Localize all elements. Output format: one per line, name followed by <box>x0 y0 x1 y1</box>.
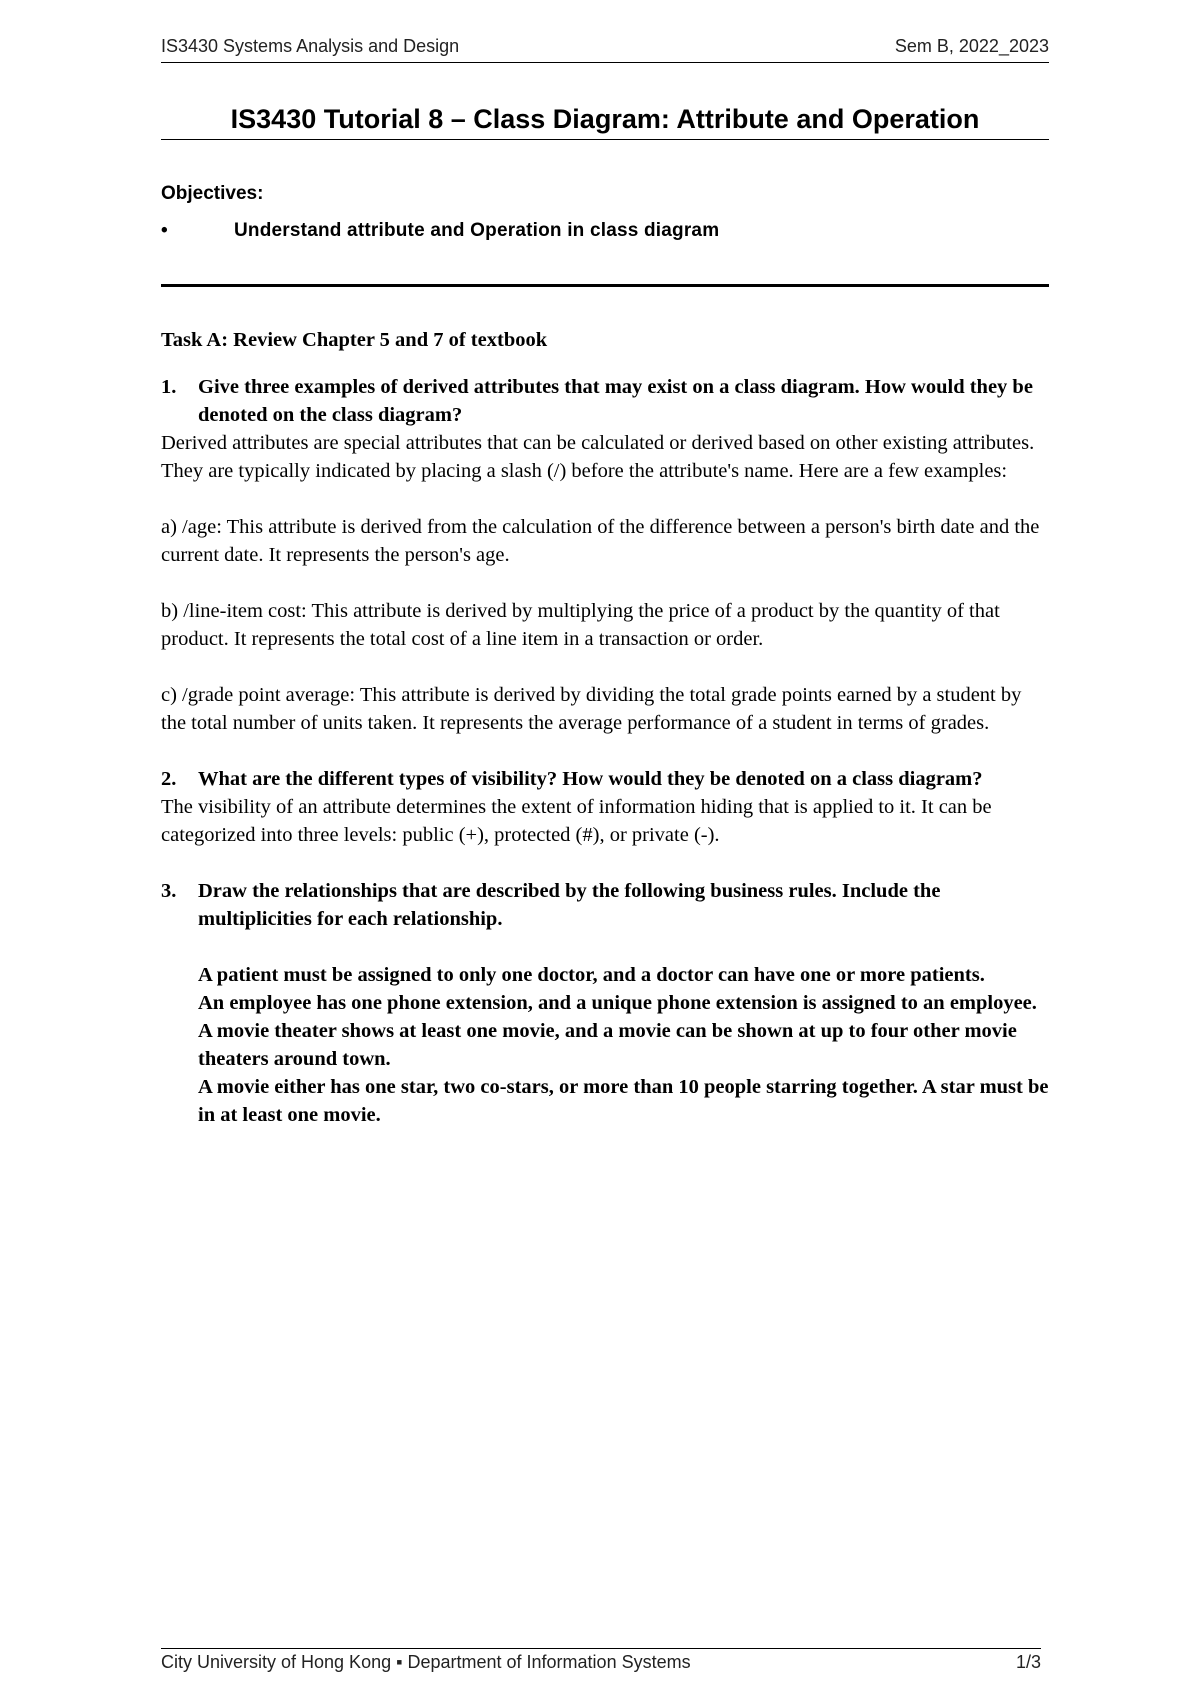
question-number: 1. <box>161 376 177 398</box>
answer-1-example-b: b) /line-item cost: This attribute is derived by multiplying the price of a product by the quantity of that product. It represents the total cost of a line item in a transaction or order. <box>161 600 1000 650</box>
answer-1-example-c: c) /grade point average: This attribute is derived by dividing the total grade points earned by a student by the total number of units taken. It represents the average performance of a student in terms of grades. <box>161 684 1022 734</box>
answer-1-example-a: a) /age: This attribute is derived from the calculation of the difference between a person's birth date and the current date. It represents the person's age. <box>161 516 1040 566</box>
page-header <box>161 36 1049 63</box>
question-number: 2. <box>161 768 177 790</box>
objective-text: Understand attribute and Operation in class diagram <box>234 220 720 241</box>
footer-institution: City University of Hong Kong ▪ Department of Information Systems <box>161 1652 691 1672</box>
question-number: 3. <box>161 880 177 902</box>
question-text: What are the different types of visibility? How would they be denoted on a class diagram? <box>198 768 983 790</box>
question-text: Draw the relationships that are described by the following business rules. Include the multiplicities for each relationship. <box>198 880 941 930</box>
objectives-label: Objectives: <box>161 183 264 204</box>
question-text: Give three examples of derived attributes that may exist on a class diagram. How would they be denoted on the class diagram? <box>198 376 1033 426</box>
business-rule: An employee has one phone extension, and a unique phone extension is assigned to an employee. <box>198 992 1037 1014</box>
section-divider <box>161 284 1049 287</box>
question-2 <box>161 765 1049 793</box>
bullet-icon: • <box>161 220 168 241</box>
document-title: IS3430 Tutorial 8 – Class Diagram: Attribute and Operation <box>161 104 1049 140</box>
page-number: 1/3 <box>1015 1652 1041 1672</box>
business-rule: A movie either has one star, two co-stars, or more than 10 people starring together. A star must be in at least one movie. <box>198 1076 1049 1126</box>
document-page <box>161 0 1049 1696</box>
question-3 <box>161 877 1049 933</box>
task-heading: Task A: Review Chapter 5 and 7 of textbook <box>161 329 548 351</box>
header-semester: Sem B, 2022_2023 <box>894 36 1049 56</box>
business-rule: A patient must be assigned to only one doctor, and a doctor can have one or more patients. <box>198 964 985 986</box>
answer-2: The visibility of an attribute determines the extent of information hiding that is applied to it. It can be categorized into three levels: public (+), protected (#), or private (-). <box>161 796 992 846</box>
answer-1-intro: Derived attributes are special attributes that can be calculated or derived based on other existing attributes. They are typically indicated by placing a slash (/) before the attribute's name. Here are a few examples: <box>161 432 1035 482</box>
header-course: IS3430 Systems Analysis and Design <box>161 36 460 56</box>
page-footer <box>161 1648 1041 1672</box>
question-1 <box>161 373 1049 429</box>
business-rule: A movie theater shows at least one movie, and a movie can be shown at up to four other movie theaters around town. <box>198 1020 1017 1070</box>
document-body <box>161 326 1049 1129</box>
business-rules <box>161 961 1049 1129</box>
